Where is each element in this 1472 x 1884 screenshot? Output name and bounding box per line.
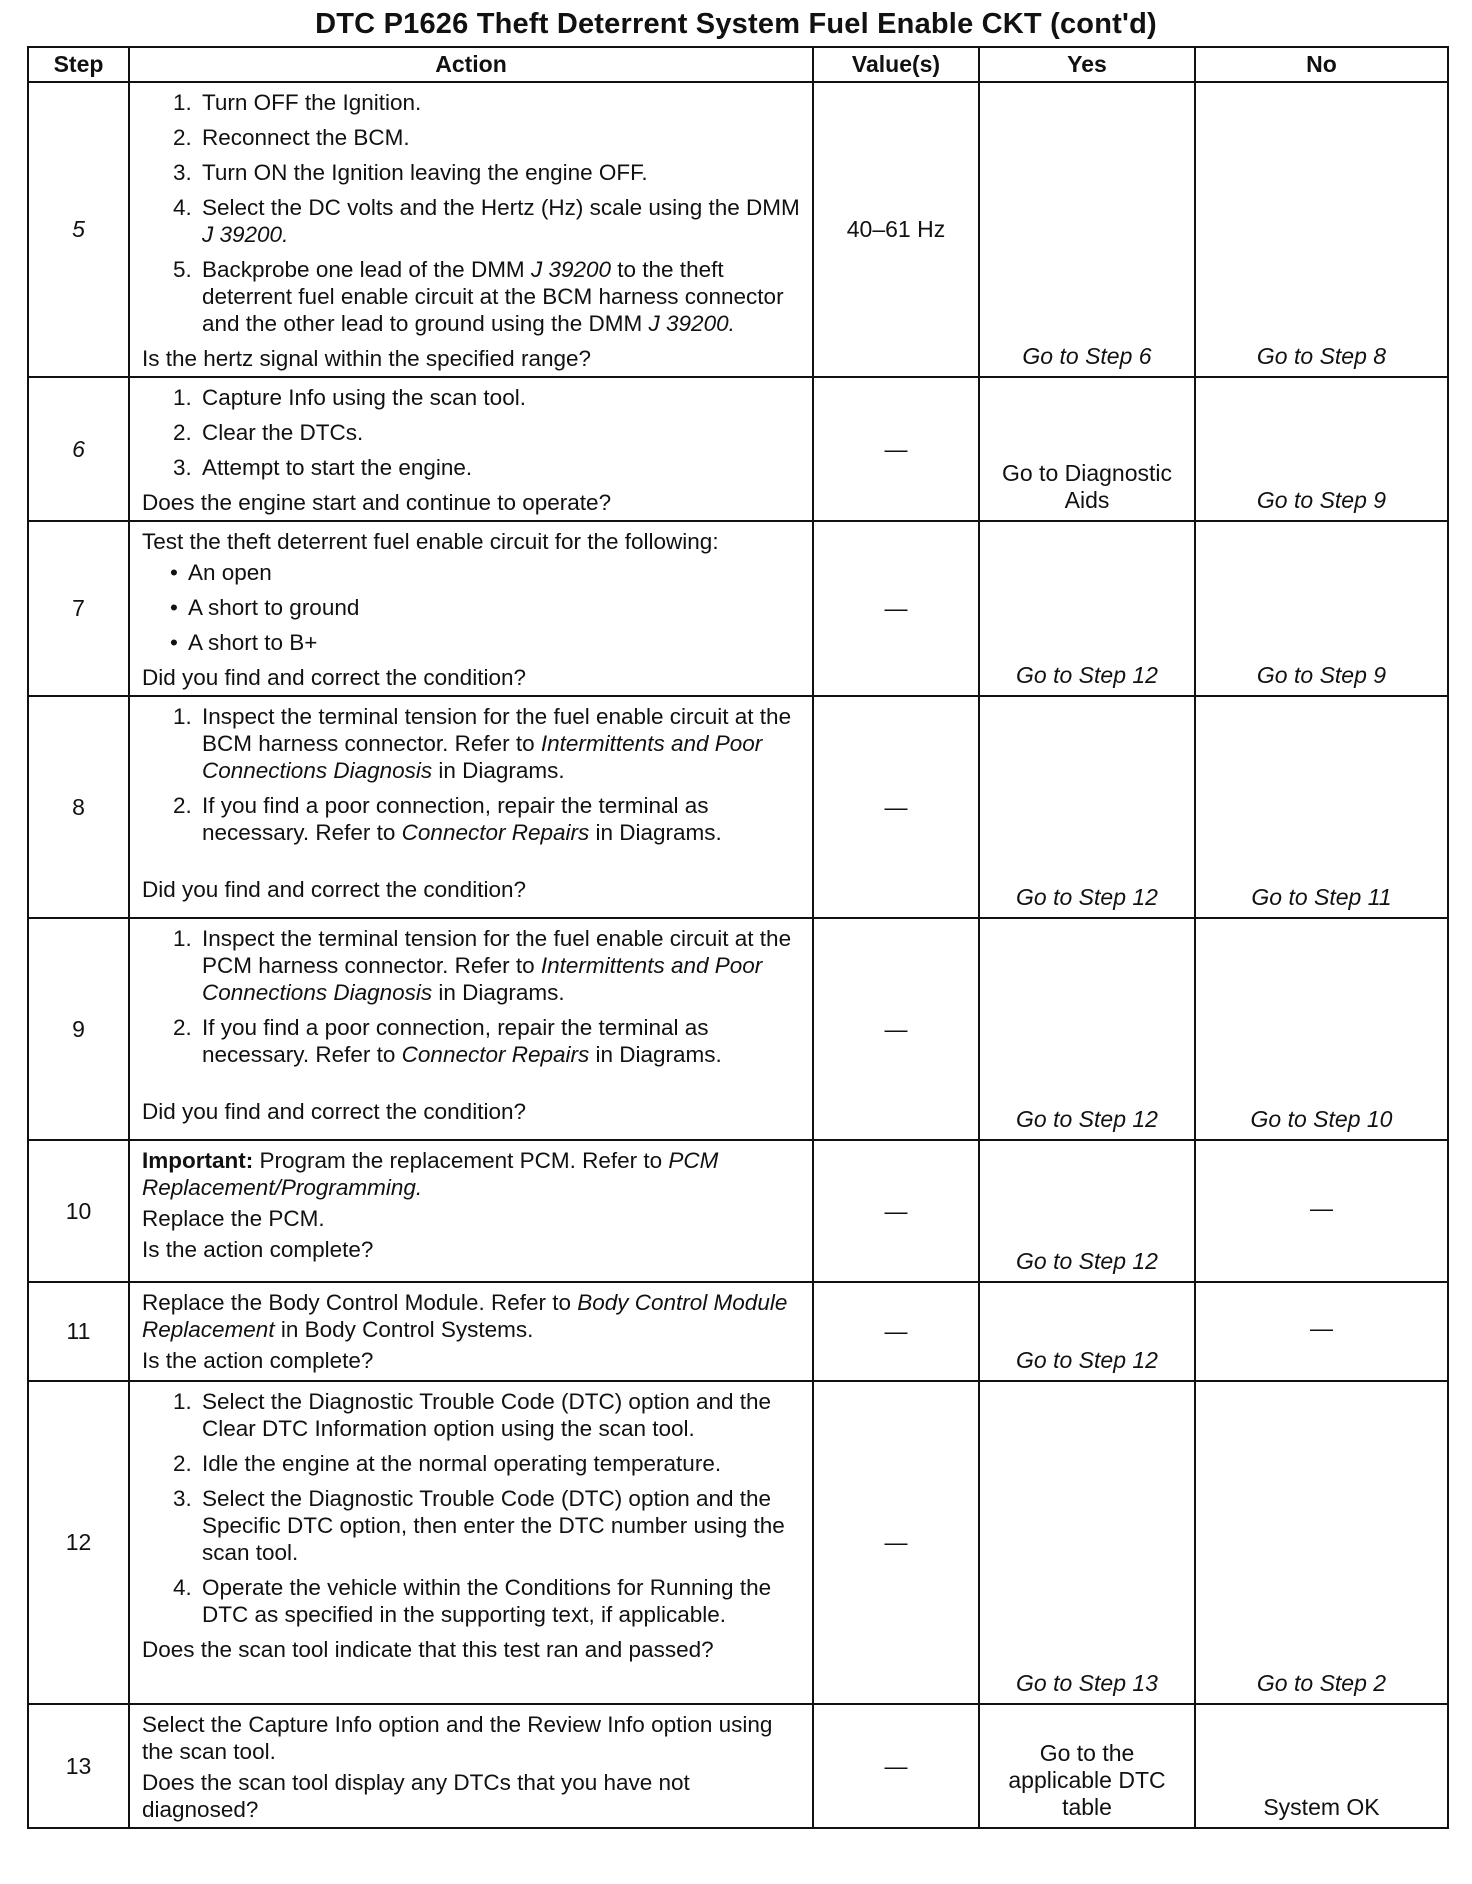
header-no: No [1195,47,1448,82]
action-item: 2. Clear the DTCs. [198,419,802,446]
action-item: 3. Turn ON the Ignition leaving the engine OFF. [198,159,802,186]
table-row-step-11 [28,1282,1448,1381]
yes-cell: Go to Step 12 [979,1140,1195,1282]
action-item: 3. Attempt to start the engine. [198,454,802,481]
action-bullet: • An open [188,559,802,586]
action-bullet: • A short to B+ [188,629,802,656]
action-item: 2. Reconnect the BCM. [198,124,802,151]
action-item: 2. If you find a poor connection, repair the terminal as necessary. Refer to Connector Repairs in Diagrams. [198,1014,802,1068]
value-cell: — [813,696,979,918]
table-row-step-13 [28,1704,1448,1828]
action-item: 1. Inspect the terminal tension for the fuel enable circuit at the BCM harness connector. Refer to Intermittents and Poor Connections Diagnosis in Diagrams. [198,703,802,784]
action-item: 3. Select the Diagnostic Trouble Code (DTC) option and the Specific DTC option, then enter the DTC number using the scan tool. [198,1485,802,1566]
table-row-step-5 [28,82,1448,377]
step-number: 8 [28,696,129,918]
table-row-step-9 [28,918,1448,1140]
action-item: 2. Idle the engine at the normal operating temperature. [198,1450,802,1477]
table-row-step-12 [28,1381,1448,1704]
header-yes: Yes [979,47,1195,82]
step-number: 9 [28,918,129,1140]
value-cell: — [813,1140,979,1282]
action-cell [129,377,813,521]
action-question: Did you find and correct the condition? [142,877,526,902]
table-row-step-7 [28,521,1448,696]
action-item: 1. Capture Info using the scan tool. [198,384,802,411]
action-cell [129,82,813,377]
value-cell: — [813,1282,979,1381]
yes-cell: Go to the applicable DTC table [979,1704,1195,1828]
value-cell: — [813,1381,979,1704]
action-cell [129,1282,813,1381]
yes-cell: Go to Diagnostic Aids [979,377,1195,521]
action-item: 4. Select the DC volts and the Hertz (Hz) scale using the DMM J 39200. [198,194,802,248]
value-cell: 40–61 Hz [813,82,979,377]
action-question: Is the action complete? [142,1237,374,1262]
no-cell: — [1195,1282,1448,1381]
action-item: 1. Select the Diagnostic Trouble Code (DTC) option and the Clear DTC Information option using the scan tool. [198,1388,802,1442]
step-number: 5 [28,82,129,377]
step-number: 11 [28,1282,129,1381]
action-cell [129,1140,813,1282]
action-item: 5. Backprobe one lead of the DMM J 39200 to the theft deterrent fuel enable circuit at the BCM harness connector and the other lead to ground using the DMM J 39200. [198,256,802,337]
action-question: Is the action complete? [142,1348,374,1373]
action-item: 2. If you find a poor connection, repair the terminal as necessary. Refer to Connector Repairs in Diagrams. [198,792,802,846]
table-row-step-10 [28,1140,1448,1282]
action-cell [129,1381,813,1704]
action-intro: Test the theft deterrent fuel enable circuit for the following: [142,529,719,554]
action-question: Does the engine start and continue to operate? [142,490,612,515]
action-cell [129,696,813,918]
no-cell: — [1195,1140,1448,1282]
value-cell: — [813,1704,979,1828]
action-question: Does the scan tool display any DTCs that you have not diagnosed? [142,1770,690,1822]
action-question: Does the scan tool indicate that this test ran and passed? [142,1637,714,1662]
header-values: Value(s) [813,47,979,82]
action-important: Important: Program the replacement PCM. Refer to PCM Replacement/Programming. [142,1148,719,1200]
value-cell: — [813,521,979,696]
action-item: 1. Turn OFF the Ignition. [198,89,802,116]
no-cell: Go to Step 9 [1195,377,1448,521]
action-question: Did you find and correct the condition? [142,665,526,690]
yes-cell: Go to Step 12 [979,521,1195,696]
no-cell: System OK [1195,1704,1448,1828]
action-question: Is the hertz signal within the specified range? [142,346,592,371]
no-cell: Go to Step 10 [1195,918,1448,1140]
action-line: Replace the PCM. [142,1206,325,1231]
yes-cell: Go to Step 12 [979,918,1195,1140]
action-line: Select the Capture Info option and the Review Info option using the scan tool. [142,1712,773,1764]
action-cell [129,521,813,696]
no-cell: Go to Step 8 [1195,82,1448,377]
value-cell: — [813,377,979,521]
page-title: DTC P1626 Theft Deterrent System Fuel Enable CKT (cont'd) [315,8,1157,40]
action-bullet: • A short to ground [188,594,802,621]
action-cell [129,918,813,1140]
yes-cell: Go to Step 12 [979,696,1195,918]
step-number: 13 [28,1704,129,1828]
action-item: 4. Operate the vehicle within the Conditions for Running the DTC as specified in the supporting text, if applicable. [198,1574,802,1628]
step-number: 12 [28,1381,129,1704]
table-row-step-8 [28,696,1448,918]
table-header-row [28,47,1448,82]
step-number: 6 [28,377,129,521]
table-row-step-6 [28,377,1448,521]
action-question: Did you find and correct the condition? [142,1099,526,1124]
diagnostic-table [27,46,1449,1829]
action-line: Replace the Body Control Module. Refer to Body Control Module Replacement in Body Control Systems. [142,1290,788,1342]
header-step: Step [28,47,129,82]
header-action: Action [129,47,813,82]
action-item: 1. Inspect the terminal tension for the fuel enable circuit at the PCM harness connector. Refer to Intermittents and Poor Connections Diagnosis in Diagrams. [198,925,802,1006]
yes-cell: Go to Step 13 [979,1381,1195,1704]
no-cell: Go to Step 9 [1195,521,1448,696]
action-cell [129,1704,813,1828]
step-number: 7 [28,521,129,696]
step-number: 10 [28,1140,129,1282]
no-cell: Go to Step 2 [1195,1381,1448,1704]
yes-cell: Go to Step 6 [979,82,1195,377]
yes-cell: Go to Step 12 [979,1282,1195,1381]
no-cell: Go to Step 11 [1195,696,1448,918]
value-cell: — [813,918,979,1140]
